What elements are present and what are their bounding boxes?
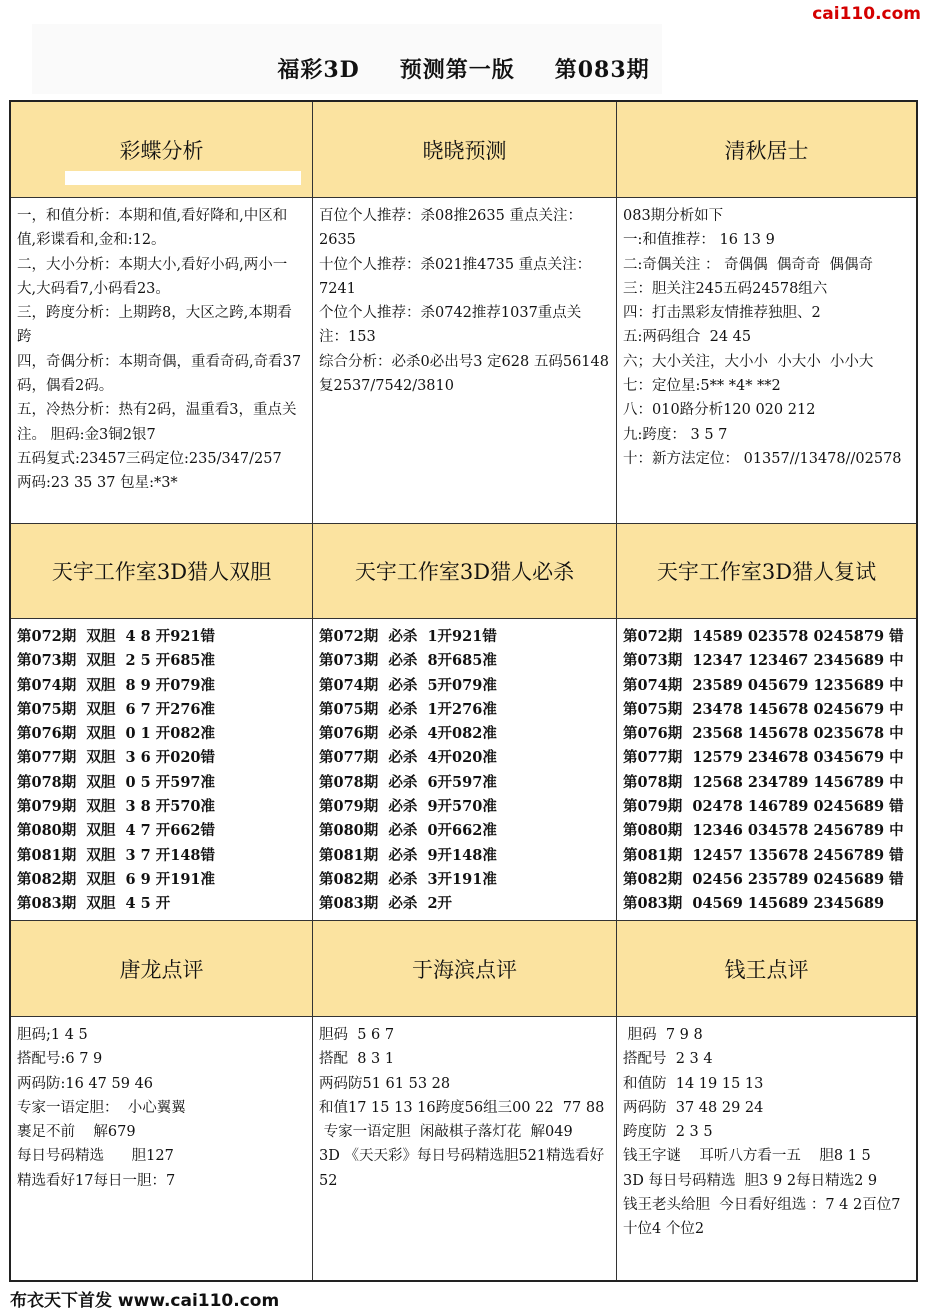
table-row: 第080期 必杀 0开662准 [319,822,497,840]
list-item: 专家一语定胆： 小心翼翼 [17,1099,186,1116]
list-item: 一，和值分析：本期和值,看好降和,中区和值,彩谍看和,金和:12。 [17,208,288,249]
table-row: 第080期 双胆 4 7 开662错 [17,822,216,840]
list-item: 搭配号 2 3 4 [623,1051,713,1068]
list-item: 精选看好17每日一胆：7 [17,1172,176,1189]
forecast-table [9,100,918,1282]
table-row: 第073期 双胆 2 5 开685准 [17,652,216,670]
list-item: 三，跨度分析：上期跨8，大区之跨,本期看跨 [17,305,292,346]
list-item: 钱王老头给胆 今日看好组选 ：7 4 2百位7 十位4 个位2 [623,1197,906,1238]
list-item: 两码防 37 48 29 24 [623,1099,764,1116]
body-tianyu-bisha [313,619,617,921]
list-item: 一:和值推荐： 16 13 9 [623,232,775,249]
heading-tianyu-shuangdan: 天宇工作室3D猎人双胆 [11,524,313,619]
list-item: 两码:23 35 37 包星:*3* [17,475,178,492]
table-row: 第082期 必杀 3开191准 [319,870,497,888]
list-item: 二，大小分析：本期大小,看好小码,两小一大,大码看7,小码看23。 [17,256,288,297]
table-row: 第079期 双胆 3 8 开570准 [17,798,216,816]
table-row: 第075期 双胆 6 7 开276准 [17,700,216,718]
list-item: 3D 每日号码精选 胆3 9 2每日精选2 9 [623,1172,878,1189]
list-item: 钱王字谜 耳听八方看一五 胆8 1 5 [623,1148,871,1165]
table-row: 第082期 双胆 6 9 开191准 [17,870,216,888]
heading-tianyu-bisha: 天宇工作室3D猎人必杀 [313,524,617,619]
table-row: 第081期 必杀 9开148准 [319,846,497,864]
list-item: 胆码 5 6 7 [319,1027,395,1043]
list-item: 五:两码组合 24 45 [623,329,752,346]
table-row: 第079期 必杀 9开570准 [319,798,497,816]
table-row: 第077期 必杀 4开020准 [319,749,497,767]
body-xiaoxiao [313,198,617,524]
list-item: 和值17 15 13 16跨度56组三00 22 77 88 [319,1099,605,1116]
table-row: 第083期 双胆 4 5 开 [17,895,171,913]
list-item: 九:跨度： 3 5 7 [623,426,728,443]
title-issue: 第083期 [554,57,650,83]
list-item: 四：打击黑彩友情推荐独胆、2 [623,305,821,322]
list-item: 八：010路分析120 020 212 [623,402,816,419]
table-row: 第072期 必杀 1开921错 [319,628,497,645]
table-row: 第074期 必杀 5开079准 [319,676,497,694]
list-item: 每日号码精选 胆127 [17,1148,174,1165]
heading-tianyu-fushi: 天宇工作室3D猎人复试 [617,524,916,619]
table-row: 第073期 12347 123467 2345689 中 [623,652,904,670]
table-row: 第080期 12346 034578 2456789 中 [623,822,904,840]
table-row: 第078期 双胆 0 5 开597准 [17,773,216,791]
body-tianyu-fushi [617,619,916,921]
heading-xiaoxiao: 晓晓预测 [313,102,617,198]
body-caidie [11,198,313,524]
list-item: 三：胆关注245五码24578组六 [623,280,828,297]
list-item: 搭配 8 3 1 [319,1051,395,1068]
page-title [0,53,927,84]
table-row: 第081期 双胆 3 7 开148错 [17,846,216,864]
heading-yuhaibin: 于海滨点评 [313,921,617,1017]
list-item: 六；大小关注，大小小 小大小 小小大 [623,353,874,370]
table-row: 第076期 双胆 0 1 开082准 [17,725,216,743]
list-item: 跨度防 2 3 5 [623,1124,713,1141]
table-row: 第072期 双胆 4 8 开921错 [17,628,216,645]
table-row: 第083期 必杀 2开 [319,895,453,913]
body-yuhaibin [313,1017,617,1280]
table-row: 第078期 必杀 6开597准 [319,773,497,791]
list-item: 四，奇偶分析：本期奇偶，重看奇码,奇看37码，偶看2码。 [17,353,302,395]
table-row: 第074期 23589 045679 1235689 中 [623,676,904,694]
table-row: 第074期 双胆 8 9 开079准 [17,676,216,694]
list-item: 两码防51 61 53 28 [319,1075,451,1092]
body-qingqiu [617,198,916,524]
heading-caidie: 彩蝶分析 [11,102,313,198]
table-row: 第077期 双胆 3 6 开020错 [17,749,216,767]
list-item: 裹足不前 解679 [17,1124,136,1141]
list-item: 083期分析如下 [623,208,724,224]
table-row: 第081期 12457 135678 2456789 错 [623,846,904,864]
table-row: 第077期 12579 234678 0345679 中 [623,749,904,767]
list-item: 个位个人推荐：杀0742推荐1037重点关注：153 [319,305,582,346]
table-row: 第079期 02478 146789 0245689 错 [623,798,904,816]
table-row: 第075期 23478 145678 0245679 中 [623,700,904,718]
list-item: 3D 《天天彩》每日号码精选胆521精选看好52 [319,1148,605,1189]
heading-qianwang: 钱王点评 [617,921,916,1017]
list-item: 两码防:16 47 59 46 [17,1075,154,1092]
table-row: 第076期 必杀 4开082准 [319,725,497,743]
body-tanglong [11,1017,313,1280]
footer-source: 布衣天下首发 www.cai110.com [10,1291,280,1311]
list-item: 复2537/7542/3810 [319,378,454,395]
body-tianyu-shuangdan [11,619,313,921]
table-row: 第075期 必杀 1开276准 [319,700,497,718]
list-item: 百位个人推荐：杀08推2635 重点关注：2635 [319,208,582,249]
site-watermark: cai110.com [812,4,921,24]
list-item: 综合分析：必杀0必出号3 定628 五码56148 [319,353,609,370]
list-item: 十：新方法定位： 01357//13478//02578 [623,450,902,467]
table-row: 第072期 14589 023578 0245879 错 [623,628,904,645]
body-qianwang [617,1017,916,1280]
table-row: 第083期 04569 145689 2345689 [623,895,885,913]
list-item: 二:奇偶关注 ： 奇偶偶 偶奇奇 偶偶奇 [623,256,874,273]
list-item: 五码复式:23457三码定位:235/347/257 [17,450,282,467]
title-edition: 预测第一版 [399,57,515,83]
list-item: 胆码 7 9 8 [623,1027,703,1043]
heading-qingqiu: 清秋居士 [617,102,916,198]
table-row: 第076期 23568 145678 0235678 中 [623,725,904,743]
list-item: 专家一语定胆 闲敲棋子落灯花 解049 [319,1124,573,1141]
table-row: 第078期 12568 234789 1456789 中 [623,773,904,791]
list-item: 搭配号:6 7 9 [17,1051,103,1068]
list-item: 七：定位星:5** *4* **2 [623,378,781,395]
title-lottery: 福彩3D [277,57,360,83]
list-item: 和值防 14 19 15 13 [623,1075,764,1092]
list-item: 十位个人推荐：杀021推4735 重点关注：7241 [319,256,592,297]
table-row: 第073期 必杀 8开685准 [319,652,497,670]
list-item: 五，冷热分析：热有2码，温重看3，重点关注。 胆码:金3铜2银7 [17,402,297,443]
list-item: 胆码;1 4 5 [17,1027,88,1043]
heading-tanglong: 唐龙点评 [11,921,313,1017]
table-row: 第082期 02456 235789 0245689 错 [623,870,904,888]
